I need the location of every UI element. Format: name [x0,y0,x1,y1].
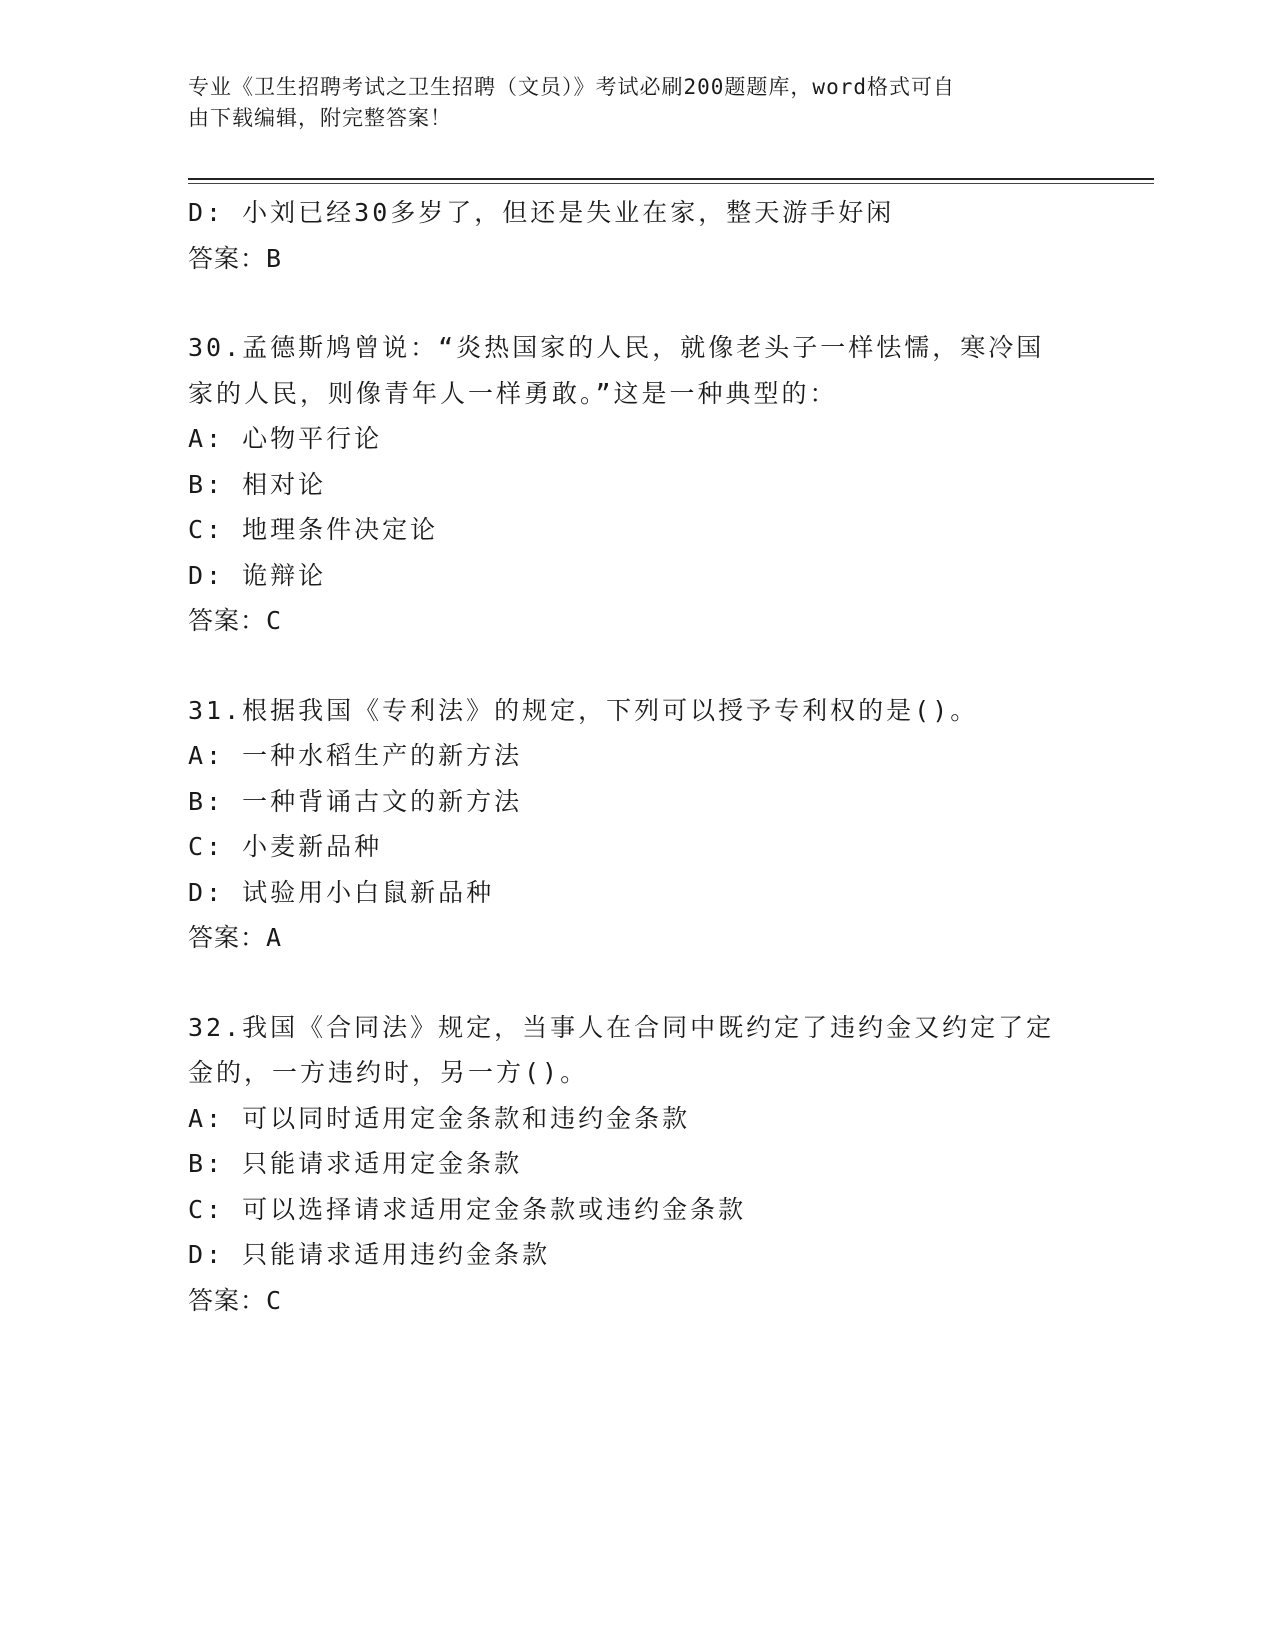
question-31 [188,688,1088,961]
option-a: A: 一种水稻生产的新方法 [188,741,523,770]
header-divider-thick [188,178,1154,180]
option-c: C: 可以选择请求适用定金条款或违约金条款 [188,1194,747,1224]
option-c: C: 地理条件决定论 [188,515,439,544]
option-a: A: 心物平行论 [188,424,383,453]
previous-question-tail [188,190,1088,281]
question-text-line-1: 32.我国《合同法》规定，当事人在合同中既约定了违约金又约定了定 [188,1012,1055,1042]
spacer [188,961,1088,1005]
option-b: B: 相对论 [188,469,327,499]
option-a: A: 可以同时适用定金条款和违约金条款 [188,1103,691,1133]
option-b: B: 只能请求适用定金条款 [188,1149,523,1178]
answer-line: 答案：C [188,606,283,635]
answer-line: 答案：C [188,1285,283,1315]
question-list [188,190,1088,1323]
spacer [188,281,1088,325]
question-30 [188,325,1088,644]
header-line-2: 由下载编辑，附完整答案！ [188,106,452,130]
answer-line: 答案：B [188,243,283,273]
option-d: D: 诡辩论 [188,560,327,590]
question-text-line-2: 家的人民，则像青年人一样勇敢。”这是一种典型的： [188,378,838,408]
option-d: D: 只能请求适用违约金条款 [188,1240,551,1269]
option-d: D: 小刘已经30多岁了，但还是失业在家，整天游手好闲 [188,198,895,227]
question-text-line-2: 金的，一方违约时，另一方()。 [188,1058,589,1087]
question-text-line-1: 30.孟德斯鸠曾说：“炎热国家的人民，就像老头子一样怯懦，寒冷国 [188,333,1045,362]
header-line-1: 专业《卫生招聘考试之卫生招聘（文员）》考试必刷200题题库，word格式可自 [188,75,955,99]
document-header [188,72,1068,134]
question-32 [188,1005,1088,1324]
header-divider-thin [188,183,1154,184]
answer-line: 答案：A [188,923,283,952]
option-b: B: 一种背诵古文的新方法 [188,786,523,816]
option-d: D: 试验用小白鼠新品种 [188,877,495,907]
question-text-line-1: 31.根据我国《专利法》的规定，下列可以授予专利权的是()。 [188,695,979,725]
option-c: C: 小麦新品种 [188,832,383,861]
spacer [188,644,1088,688]
